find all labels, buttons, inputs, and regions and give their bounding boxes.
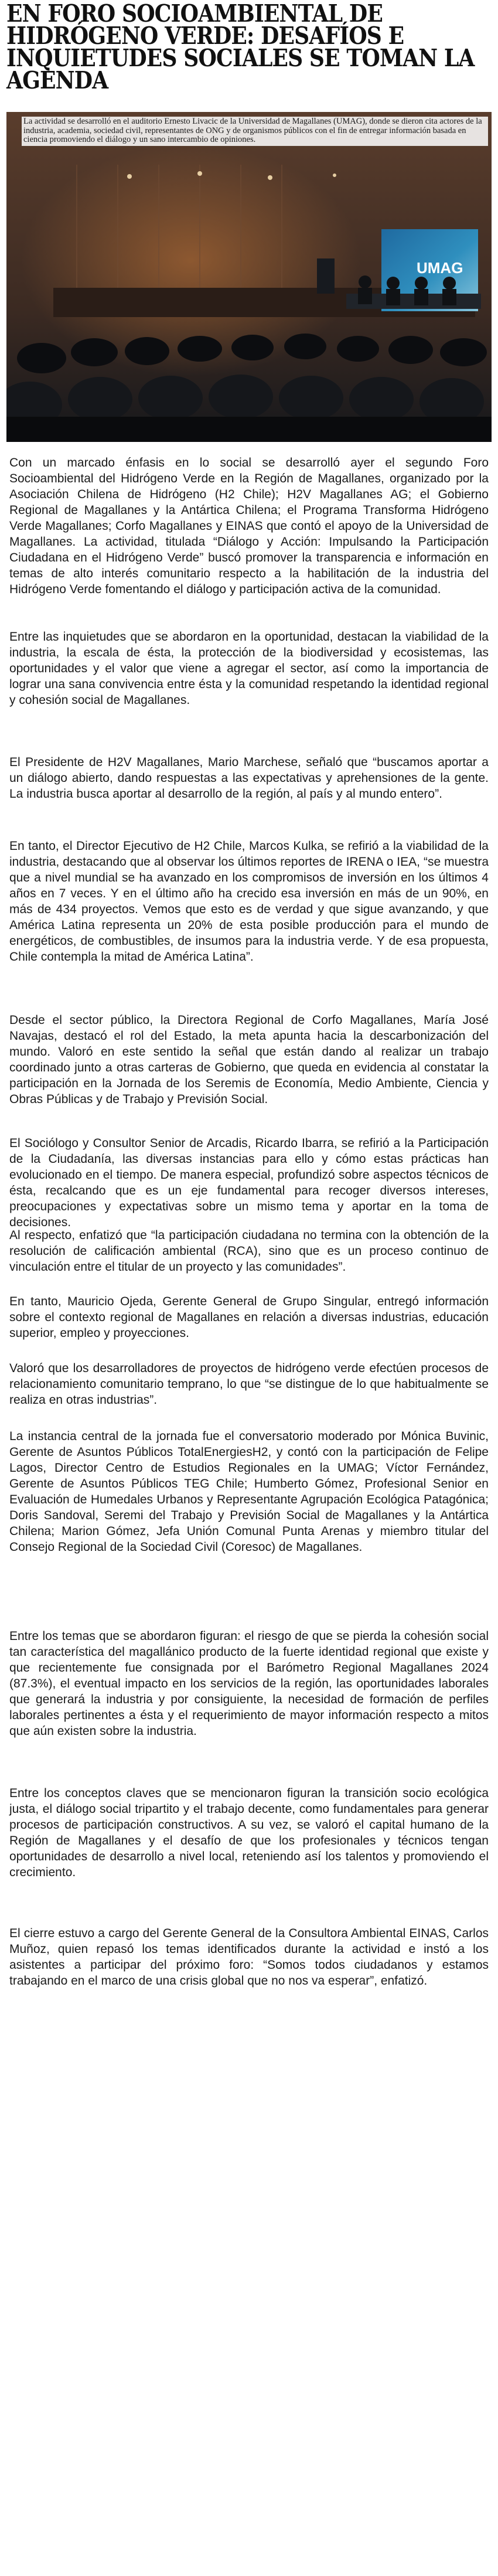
paragraph-ojeda: En tanto, Mauricio Ojeda, Gerente General de Grupo Singular, entregó información sobre el contexto regional de Magallanes en relación a diversas industrias, educación superior, empleo y proyecciones. (9, 1295, 489, 1340)
paragraph-conceptos: Entre los conceptos claves que se mencionaron figuran la transición socio ecológica justa, el diálogo social tripartito y el trabajo decente, como fundamentales para generar procesos de participación constructivos. A su vez, se valoró el capital humano de la Región de Magallanes y el desafío de que los profesionales y técnicos tengan oportunidades de desarrollo a nivel local, reteniendo así los talentos y promoviendo el crecimiento. (9, 1786, 489, 1879)
paragraph-intro: Con un marcado énfasis en lo social se desarrolló ayer el segundo Foro Socioambiental del Hidrógeno Verde en la Región de Magallanes, organizado por la Asociación Chilena de Hidrógeno (H2 Chile); H2V Magallanes AG; el Gobierno Regional de Magallanes y la Antártica Chilena; el Programa Transforma Hidrógeno Verde Magallanes; Corfo Magallanes y EINAS que contó el apoyo de la Universidad de Magallanes. La actividad, titulada “Diálogo y Acción: Impulsando la Participación Ciudadana en el Hidrógeno Verde” buscó promover la transparencia e información en temas de alto interés comunitario respecto a la habilitación de la industria del Hidrógeno Verde fomentando el diálogo y participación activa de la comunidad. (9, 456, 489, 596)
event-photo (6, 112, 492, 442)
paragraph-marchese: El Presidente de H2V Magallanes, Mario Marchese, señaló que “buscamos aportar a un diálogo abierto, dando respuestas a las expectativas y aprehensiones de la gente. La industria busca aportar al desarrollo de la región, al país y al mundo entero”. (9, 756, 489, 801)
paragraph-kulka: En tanto, el Director Ejecutivo de H2 Chile, Marcos Kulka, se refirió a la viabilidad de la industria, destacando que al observar los últimos reportes de IRENA o IEA, “se muestra que a nivel mundial se ha avanzado en los compromisos de inversión en los últimos 4 años en 7 veces. Y en el último año ha crecido esa inversión en más de un 90%, en más de 434 proyectos. Vemos que esto es de verdad y que sigue avanzando, y que América Latina representa un 20% de esta posible producción para el mundo de energéticos, de combustibles, de insumos para la industria verde. Y de esa propuesta, Chile contempla la mitad de América Latina”. (9, 839, 489, 964)
paragraph-navajas: Desde el sector público, la Directora Regional de Corfo Magallanes, María José Navajas, destacó el rol del Estado, la meta apunta hacia la descarbonización del mundo. Valoró en este sentido la señal que están dando al realizar un trabajo coordinado junto a otras carteras de Gobierno, que queda en evidencia al constatar la participación en la Jornada de los Seremis de Economía, Medio Ambiente, Ciencia y Obras Públicas y de Trabajo y Previsión Social. (9, 1013, 489, 1106)
photo-caption: La actividad se desarrolló en el auditorio Ernesto Livacic de la Universidad de Magallanes (UMAG), donde se dieron cita actores de la industria, academia, sociedad civil, representantes de ONG y de organismos públicos con el fin de entregar información basada en ciencia promoviendo el diálogo y un sano intercambio de opiniones. (22, 117, 488, 146)
paragraph-cierre: El cierre estuvo a cargo del Gerente General de la Consultora Ambiental EINAS, Carlos Muñoz, quien repasó los temas identificados durante la actividad e instó a los asistentes a participar del próximo foro: “Somos todos ciudadanos y estamos trabajando en el marco de una crisis global que no nos va esperar”, enfatizó. (9, 1927, 489, 1988)
paragraph-relacionamiento: Valoró que los desarrolladores de proyectos de hidrógeno verde efectúen procesos de relacionamiento comunitario temprano, lo que “se distingue de lo que habitualmente se realiza en otras industrias”. (9, 1362, 489, 1407)
article-headline: EN FORO SOCIOAMBIENTAL DE HIDRÓGENO VERDE: DESAFÍOS E INQUIETUDES SOCIALES SE TOMAN LA AGENDA (6, 0, 475, 94)
paragraph-inquietudes: Entre las inquietudes que se abordaron en la oportunidad, destacan la viabilidad de la industria, la escala de ésta, la protección de la biodiversidad y ecosistemas, las oportunidades y el valor que viene a agregar el sector, así como la importancia de lograr una sana convivencia entre ésta y la comunidad respetando la identidad regional y cohesión social de Magallanes. (9, 630, 489, 707)
paragraph-ibarra: El Sociólogo y Consultor Senior de Arcadis, Ricardo Ibarra, se refirió a la Participación de la Ciudadanía, las diversas instancias para ello y cómo estas prácticas han evolucionado en el tiempo. De manera especial, profundizó sobre aspectos técnicos de ésta, recalcando que es un eje fundamental para recoger diversos intereses, preocupaciones y expectativas sobre un mismo tema y aportar en la toma de decisiones. (9, 1136, 489, 1229)
paragraph-conversatorio: La instancia central de la jornada fue el conversatorio moderado por Mónica Buvinic, Gerente de Asuntos Públicos TotalEnergiesH2, y contó con la participación de Felipe Lagos, Director Centro de Estudios Regionales en la UMAG; Víctor Fernández, Gerente de Asuntos Públicos TEG Chile; Humberto Gómez, Profesional Senior en Evaluación de Humedales Urbanos y Representante Agrupación Ecológica Patagónica; Doris Sandoval, Seremi del Trabajo y Previsión Social de Magallanes y la Antártica Chilena; Marion Gómez, Jefa Unión Comunal Punta Arenas y miembro titular del Consejo Regional de la Sociedad Civil (Coresoc) de Magallanes. (9, 1430, 489, 1554)
paragraph-rca: Al respecto, enfatizó que “la participación ciudadana no termina con la obtención de la resolución de calificación ambiental (RCA), sino que es un proceso continuo de vinculación entre el titular de un proyecto y las comunidades”. (9, 1229, 489, 1274)
screen-logo-text: UMAG (417, 259, 463, 277)
paragraph-temas: Entre los temas que se abordaron figuran: el riesgo de que se pierda la cohesión social tan característica del magallánico producto de la fuerte identidad regional que existe y que recientemente fue consignada por el Barómetro Regional Magallanes 2024 (87.3%), el eventual impacto en los servicios de la región, las oportunidades laborales que generará la industria y por consiguiente, la necesidad de formación de perfiles laborales pertinentes a ésta y el requerimiento de mayor información respecto a mitos que aún existen sobre la industria. (9, 1629, 489, 1738)
auditorium-photo-illustration (6, 112, 492, 442)
